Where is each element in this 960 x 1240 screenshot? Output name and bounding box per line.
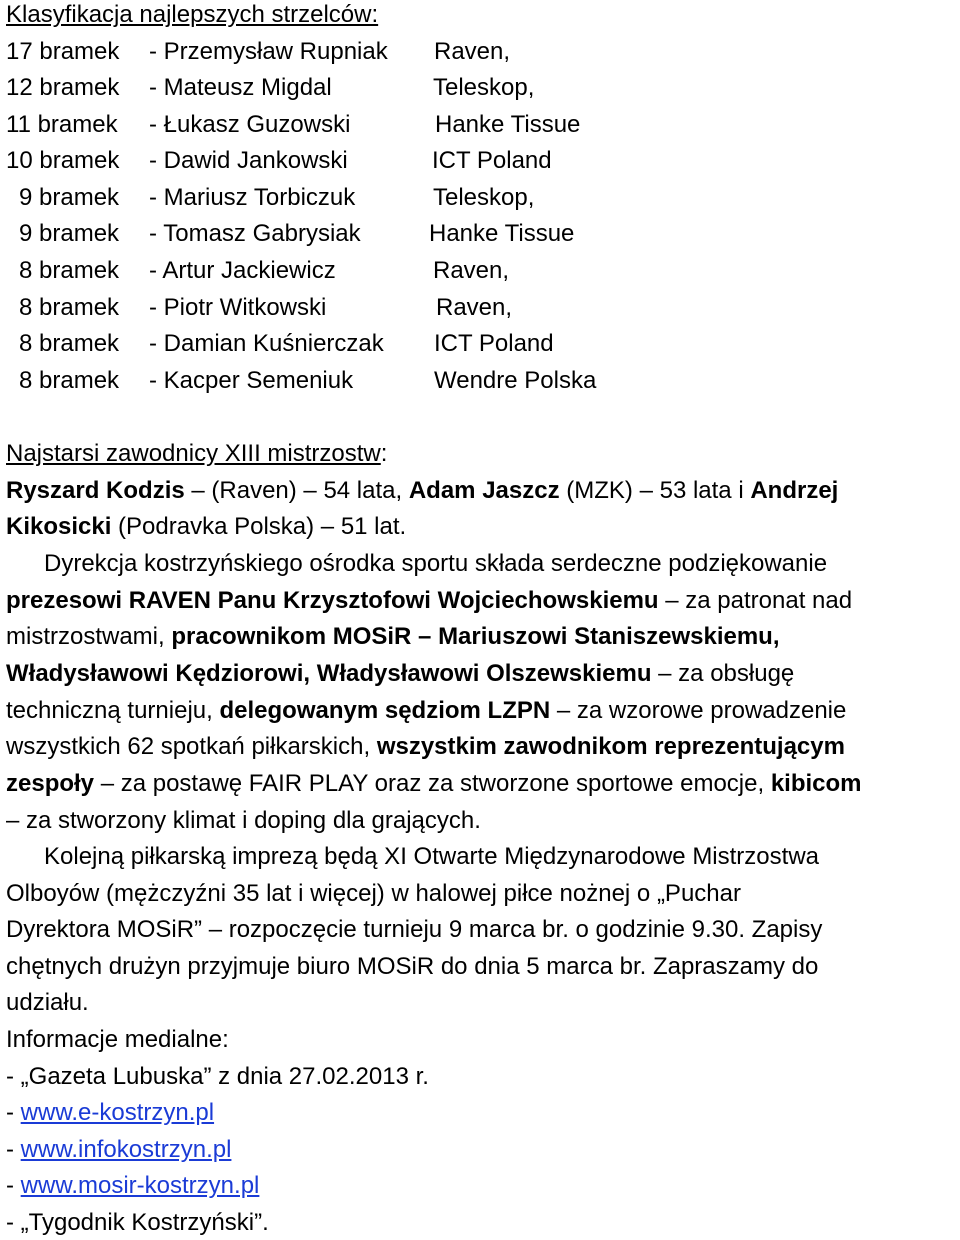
media-dash: -: [6, 1136, 21, 1163]
scorer-team: Raven,: [433, 257, 510, 284]
scorer-row: [6, 183, 960, 213]
thanks-bold: prezesowi RAVEN Panu Krzysztofowi Wojciechowskiemu: [6, 587, 659, 614]
oldest-heading: [6, 439, 387, 469]
thanks-line: Dyrekcja kostrzyńskiego ośrodka sportu składa serdeczne podziękowanie: [44, 550, 828, 577]
scorer-team: Hanke Tissue: [435, 111, 581, 138]
scorer-goals: 8 bramek: [19, 294, 120, 321]
oldest-heading-text: Najstarsi zawodnicy XIII mistrzostw: [6, 440, 381, 467]
thanks-bold: delegowanym sędziom LZPN: [219, 697, 551, 724]
scorer-row: [6, 329, 960, 359]
media-dash: -: [6, 1099, 21, 1126]
scorer-row: [6, 110, 960, 140]
oldest-player-name: Ryszard Kodzis: [6, 477, 185, 504]
thanks-line: [6, 622, 780, 652]
thanks-bold: Władysławowi Kędziorowi, Władysławowi Olszewskiemu: [6, 660, 652, 687]
thanks-line: – za stworzony klimat i doping dla grających.: [6, 807, 481, 834]
scorers-heading: Klasyfikacja najlepszych strzelców:: [6, 1, 379, 28]
media-item-tygodnik: - „Tygodnik Kostrzyński”.: [6, 1209, 269, 1236]
scorer-row: [6, 37, 960, 67]
next-event-line: Dyrektora MOSiR” – rozpoczęcie turnieju 9 marca br. o godzinie 9.30. Zapisy: [6, 916, 823, 943]
oldest-player-name: Kikosicki: [6, 513, 112, 540]
scorer-player: - Artur Jackiewicz: [149, 257, 336, 284]
scorer-goals: 8 bramek: [19, 257, 120, 284]
oldest-line-2: [6, 512, 406, 542]
next-event-line: udziału.: [6, 989, 89, 1016]
scorer-player: - Mariusz Torbiczuk: [149, 184, 356, 211]
thanks-text: techniczną turnieju,: [6, 697, 220, 724]
scorer-goals: 10 bramek: [6, 147, 120, 174]
scorer-row: [6, 146, 960, 176]
oldest-heading-colon: :: [380, 440, 388, 467]
scorer-player: - Kacper Semeniuk: [149, 367, 354, 394]
oldest-player-details: – (Raven) – 54 lata,: [184, 477, 409, 504]
scorer-goals: 8 bramek: [19, 367, 120, 394]
next-event-line: chętnych drużyn przyjmuje biuro MOSiR do dnia 5 marca br. Zapraszamy do: [6, 953, 819, 980]
thanks-bold: pracownikom MOSiR – Mariuszowi Staniszewskiemu,: [171, 623, 780, 650]
media-heading: Informacje medialne:: [6, 1026, 229, 1053]
link-infokostrzyn[interactable]: www.infokostrzyn.pl: [20, 1136, 232, 1163]
scorer-row: [6, 73, 960, 103]
thanks-text: – za patronat nad: [658, 587, 853, 614]
media-dash: -: [6, 1172, 21, 1199]
thanks-text: – za obsługę: [651, 660, 795, 687]
thanks-line: [6, 732, 845, 762]
scorer-team: Raven,: [436, 294, 513, 321]
thanks-line: [6, 659, 794, 689]
thanks-text: wszystkich 62 spotkań piłkarskich,: [6, 733, 377, 760]
media-item: [6, 1171, 259, 1201]
scorer-goals: 11 bramek: [6, 111, 118, 138]
scorer-team: Hanke Tissue: [429, 220, 575, 247]
oldest-player-name: Andrzej: [750, 477, 839, 504]
thanks-text: – za wzorowe prowadzenie: [550, 697, 847, 724]
thanks-bold: zespoły: [6, 770, 95, 797]
scorer-player: - Tomasz Gabrysiak: [149, 220, 361, 247]
link-e-kostrzyn[interactable]: www.e-kostrzyn.pl: [20, 1099, 215, 1126]
scorer-goals: 17 bramek: [6, 38, 120, 65]
next-event-line: Kolejną piłkarską imprezą będą XI Otwarte Międzynarodowe Mistrzostwa: [44, 843, 819, 870]
oldest-line-1: [6, 476, 838, 506]
scorer-goals: 9 bramek: [19, 184, 120, 211]
scorer-player: - Dawid Jankowski: [149, 147, 348, 174]
oldest-player-name: Adam Jaszcz: [408, 477, 560, 504]
scorer-row: [6, 366, 960, 396]
scorer-team: Raven,: [434, 38, 511, 65]
oldest-player-details: (Podravka Polska) – 51 lat.: [111, 513, 407, 540]
scorer-row: [6, 256, 960, 286]
scorer-player: - Mateusz Migdal: [149, 74, 332, 101]
thanks-bold: wszystkim zawodnikom reprezentującym: [376, 733, 845, 760]
scorer-player: - Łukasz Guzowski: [149, 111, 351, 138]
scorer-player: - Przemysław Rupniak: [149, 38, 388, 65]
scorer-team: Wendre Polska: [434, 367, 597, 394]
scorer-player: - Piotr Witkowski: [149, 294, 327, 321]
scorer-row: [6, 293, 960, 323]
scorer-row: [6, 219, 960, 249]
thanks-bold: kibicom: [770, 770, 862, 797]
thanks-line: [6, 696, 846, 726]
media-item-gazeta: - „Gazeta Lubuska” z dnia 27.02.2013 r.: [6, 1063, 429, 1090]
link-mosir-kostrzyn[interactable]: www.mosir-kostrzyn.pl: [20, 1172, 260, 1199]
scorer-team: ICT Poland: [432, 147, 552, 174]
thanks-line: [6, 586, 852, 616]
thanks-text: mistrzostwami,: [6, 623, 172, 650]
oldest-player-details: (MZK) – 53 lata i: [559, 477, 751, 504]
next-event-line: Olboyów (mężczyźni 35 lat i więcej) w halowej piłce nożnej o „Puchar: [6, 880, 741, 907]
scorer-goals: 9 bramek: [19, 220, 120, 247]
scorer-goals: 12 bramek: [6, 74, 120, 101]
thanks-text: – za postawę FAIR PLAY oraz za stworzone sportowe emocje,: [94, 770, 771, 797]
media-item: [6, 1098, 214, 1128]
scorer-team: Teleskop,: [433, 184, 535, 211]
thanks-line: [6, 769, 862, 799]
scorer-player: - Damian Kuśnierczak: [149, 330, 384, 357]
scorer-team: ICT Poland: [434, 330, 554, 357]
media-item: [6, 1135, 231, 1165]
scorer-team: Teleskop,: [433, 74, 535, 101]
scorer-goals: 8 bramek: [19, 330, 120, 357]
